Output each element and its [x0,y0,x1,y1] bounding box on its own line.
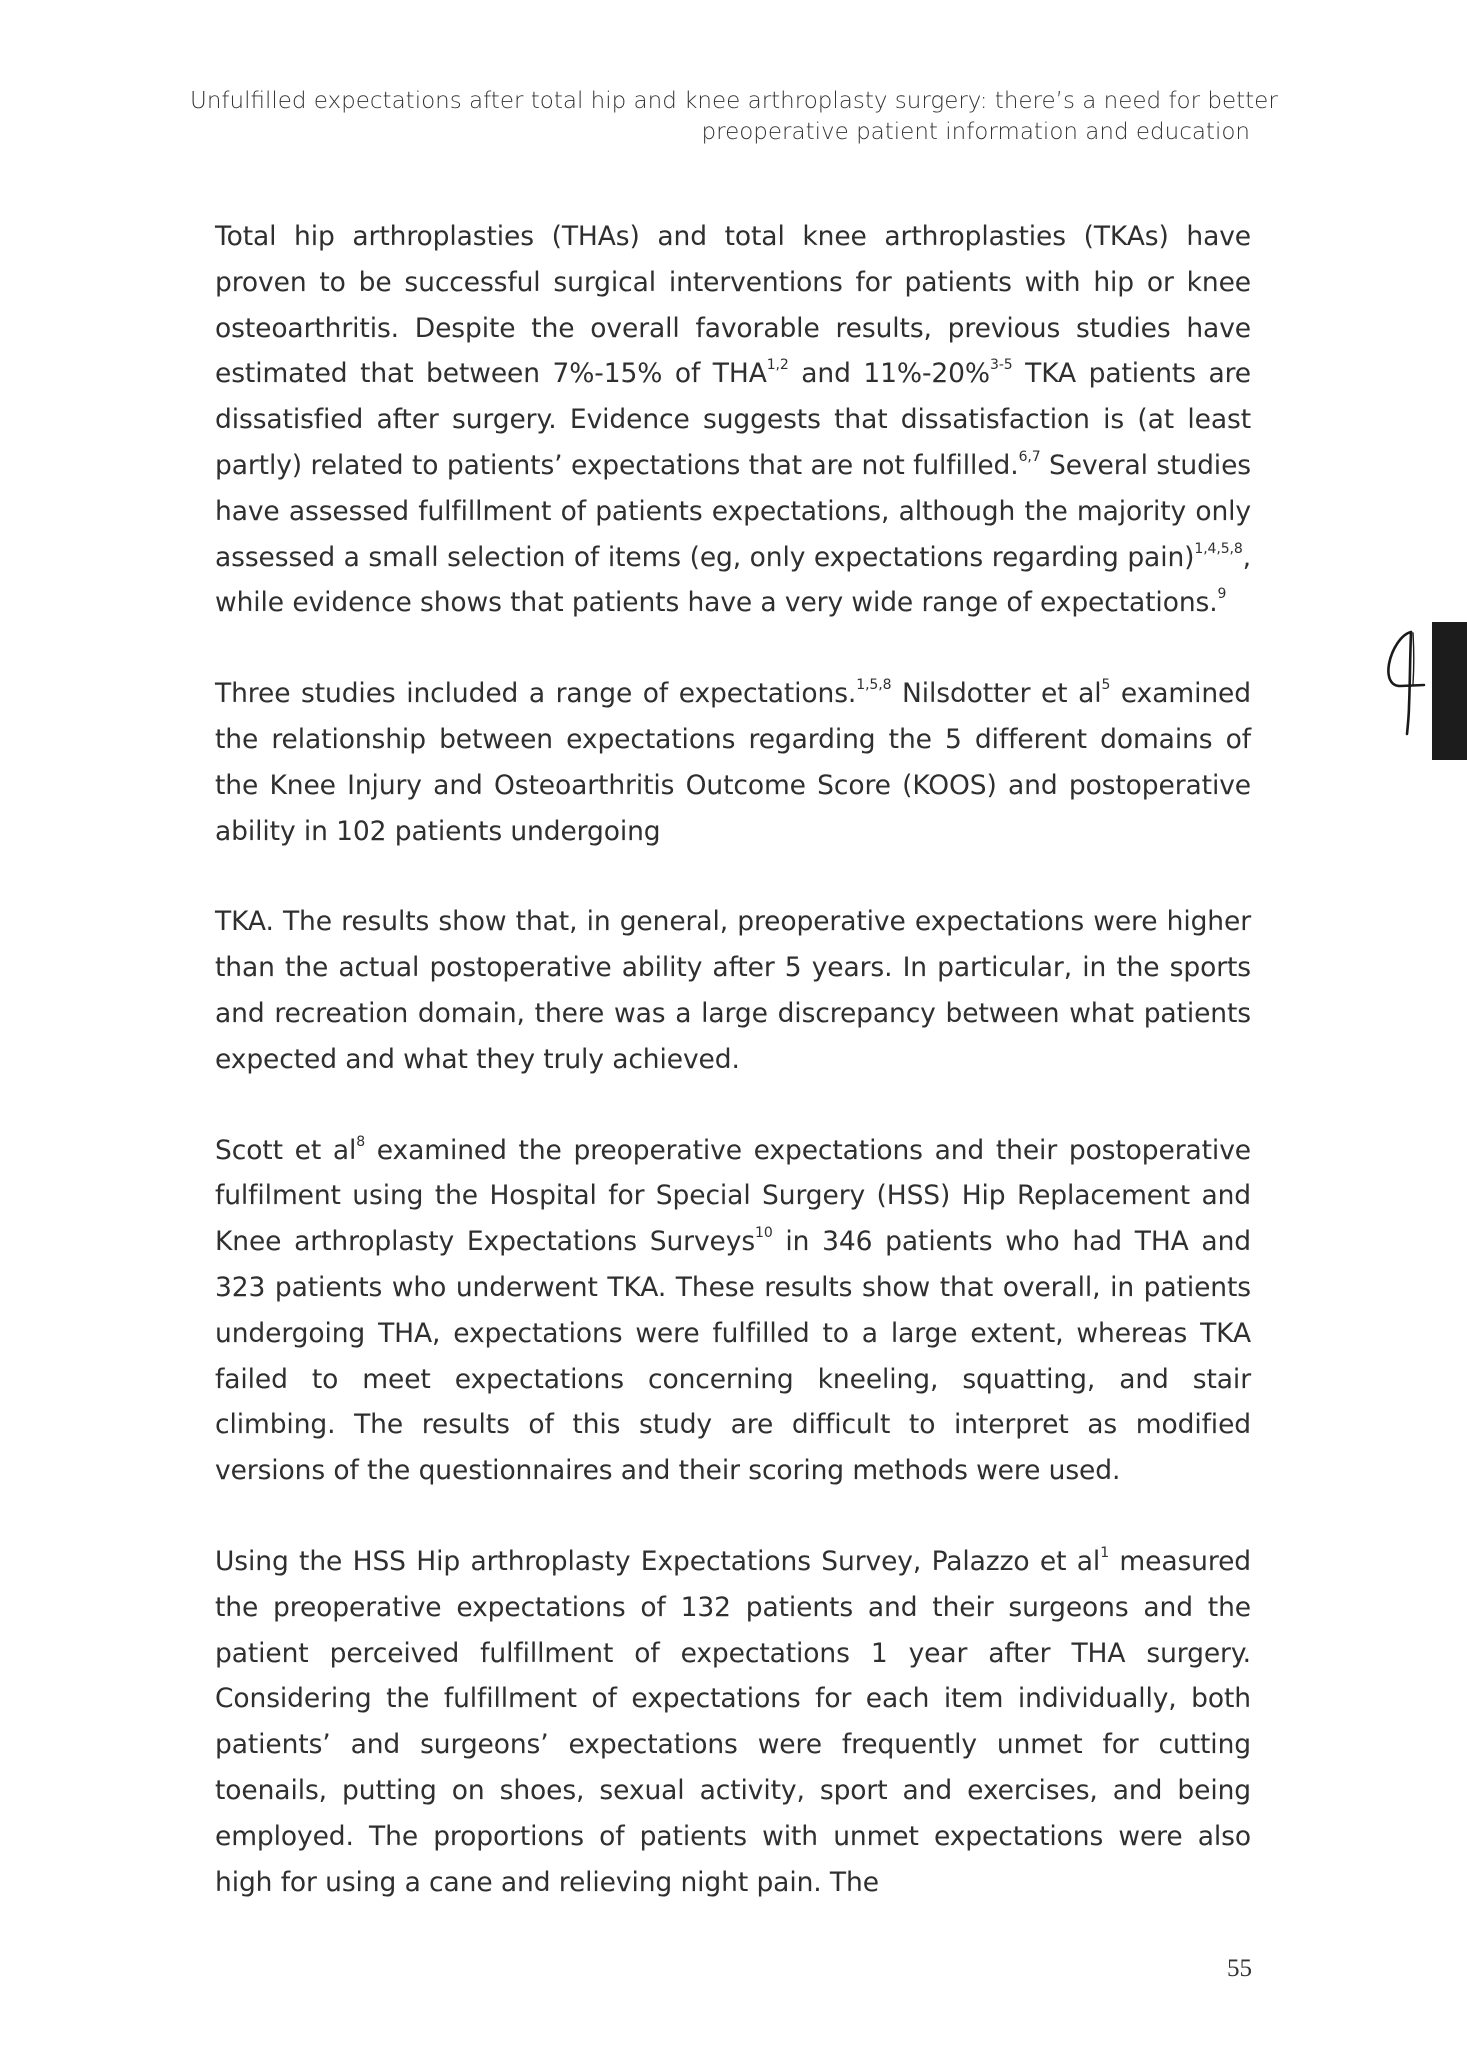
chapter-number-4-icon [1384,628,1430,738]
citation-superscript: 10 [755,1225,773,1242]
citation-superscript: 1,5,8 [856,677,892,694]
body-text [215,214,1251,1905]
paragraph-2 [215,671,1251,854]
paragraph-2-text-b: Nilsdotter et al [891,678,1102,710]
paragraph-4-text-b: examined the preoperative expectations and their postoperative fulfilment using the Hospital for Special Surgery (HSS) Hip Replacement and Knee arthroplasty Expectations Surveys [215,1134,1251,1258]
page-number: 55 [1227,1955,1252,1982]
paragraph-2-text-c: examined the relationship between expectations regarding the 5 different domains of the Knee Injury and Osteoarthritis Outcome Score (KOOS) and postoperative ability in 102 patients undergoing [215,678,1251,847]
citation-superscript: 9 [1217,586,1227,603]
paragraph-1 [215,214,1251,626]
paragraph-4-text-a: Scott et al [215,1134,357,1166]
paragraph-1-text-c: TKA patients are dissatisfied after surgery. Evidence suggests that dissatisfaction is (at least partly) related to patients’ expectations that are not fulfilled. [215,358,1252,481]
chapter-thumb-tab [1432,622,1467,760]
paragraph-2-text-a: Three studies included a range of expectations. [215,678,857,710]
running-header-line-1: Unfulfilled expectations after total hip and knee arthroplasty surgery: there’s a need for better [190,88,1278,114]
running-header [190,86,1278,148]
citation-superscript: 5 [1101,677,1111,694]
paragraph-1-text-d: Several studies have assessed fulfillment of patients expectations, although the majority only assessed a small selection of items (eg, only expectations regarding pain) [215,449,1251,573]
paragraph-5-text-b: measured the preoperative expectations of 132 patients and their surgeons and the patient perceived fulfillment of expectations 1 year after THA surgery. Considering the fulfillment of expectations for each item individually, both patients’ and surgeons’ expectations were frequently unmet for cutting toenails, putting on shoes, sexual activity, sport and exercises, and being employed. The proportions of patients with unmet expectations were also high for using a cane and relieving night pain. The [215,1545,1251,1898]
citation-superscript: 1,4,5,8 [1194,540,1243,557]
citation-superscript: 1,2 [766,357,789,374]
paragraph-5 [215,1539,1251,1905]
paragraph-1-text-e: , while evidence shows that patients have a very wide range of expectations. [215,541,1251,619]
paragraph-3: TKA. The results show that, in general, preoperative expectations were higher than the actual postoperative ability after 5 years. In particular, in the sports and recreation domain, there was a large discrepancy between what patients expected and what they truly achieved. [215,906,1251,1075]
paragraph-4 [215,1128,1251,1494]
citation-superscript: 1 [1100,1544,1110,1561]
citation-superscript: 6,7 [1018,448,1041,465]
citation-superscript: 3-5 [990,357,1013,374]
running-header-line-2: preoperative patient information and education [701,119,1250,145]
paragraph-1-text-b: and 11%-20% [788,358,991,390]
paragraph-4-text-c: in 346 patients who had THA and 323 patients who underwent TKA. These results show that overall, in patients undergoing THA, expectations were fulfilled to a large extent, whereas TKA failed to meet expectations concerning kneeling, squatting, and stair climbing. The results of this study are difficult to interpret as modified versions of the questionnaires and their scoring methods were used. [215,1226,1251,1487]
citation-superscript: 8 [356,1133,366,1150]
paragraph-5-text-a: Using the HSS Hip arthroplasty Expectations Survey, Palazzo et al [215,1545,1101,1577]
paragraph-1-text-a: Total hip arthroplasties (THAs) and total knee arthroplasties (TKAs) have proven to be successful surgical interventions for patients with hip or knee osteoarthritis. Despite the overall favorable results, previous studies have estimated that between 7%-15% of THA [215,221,1251,390]
